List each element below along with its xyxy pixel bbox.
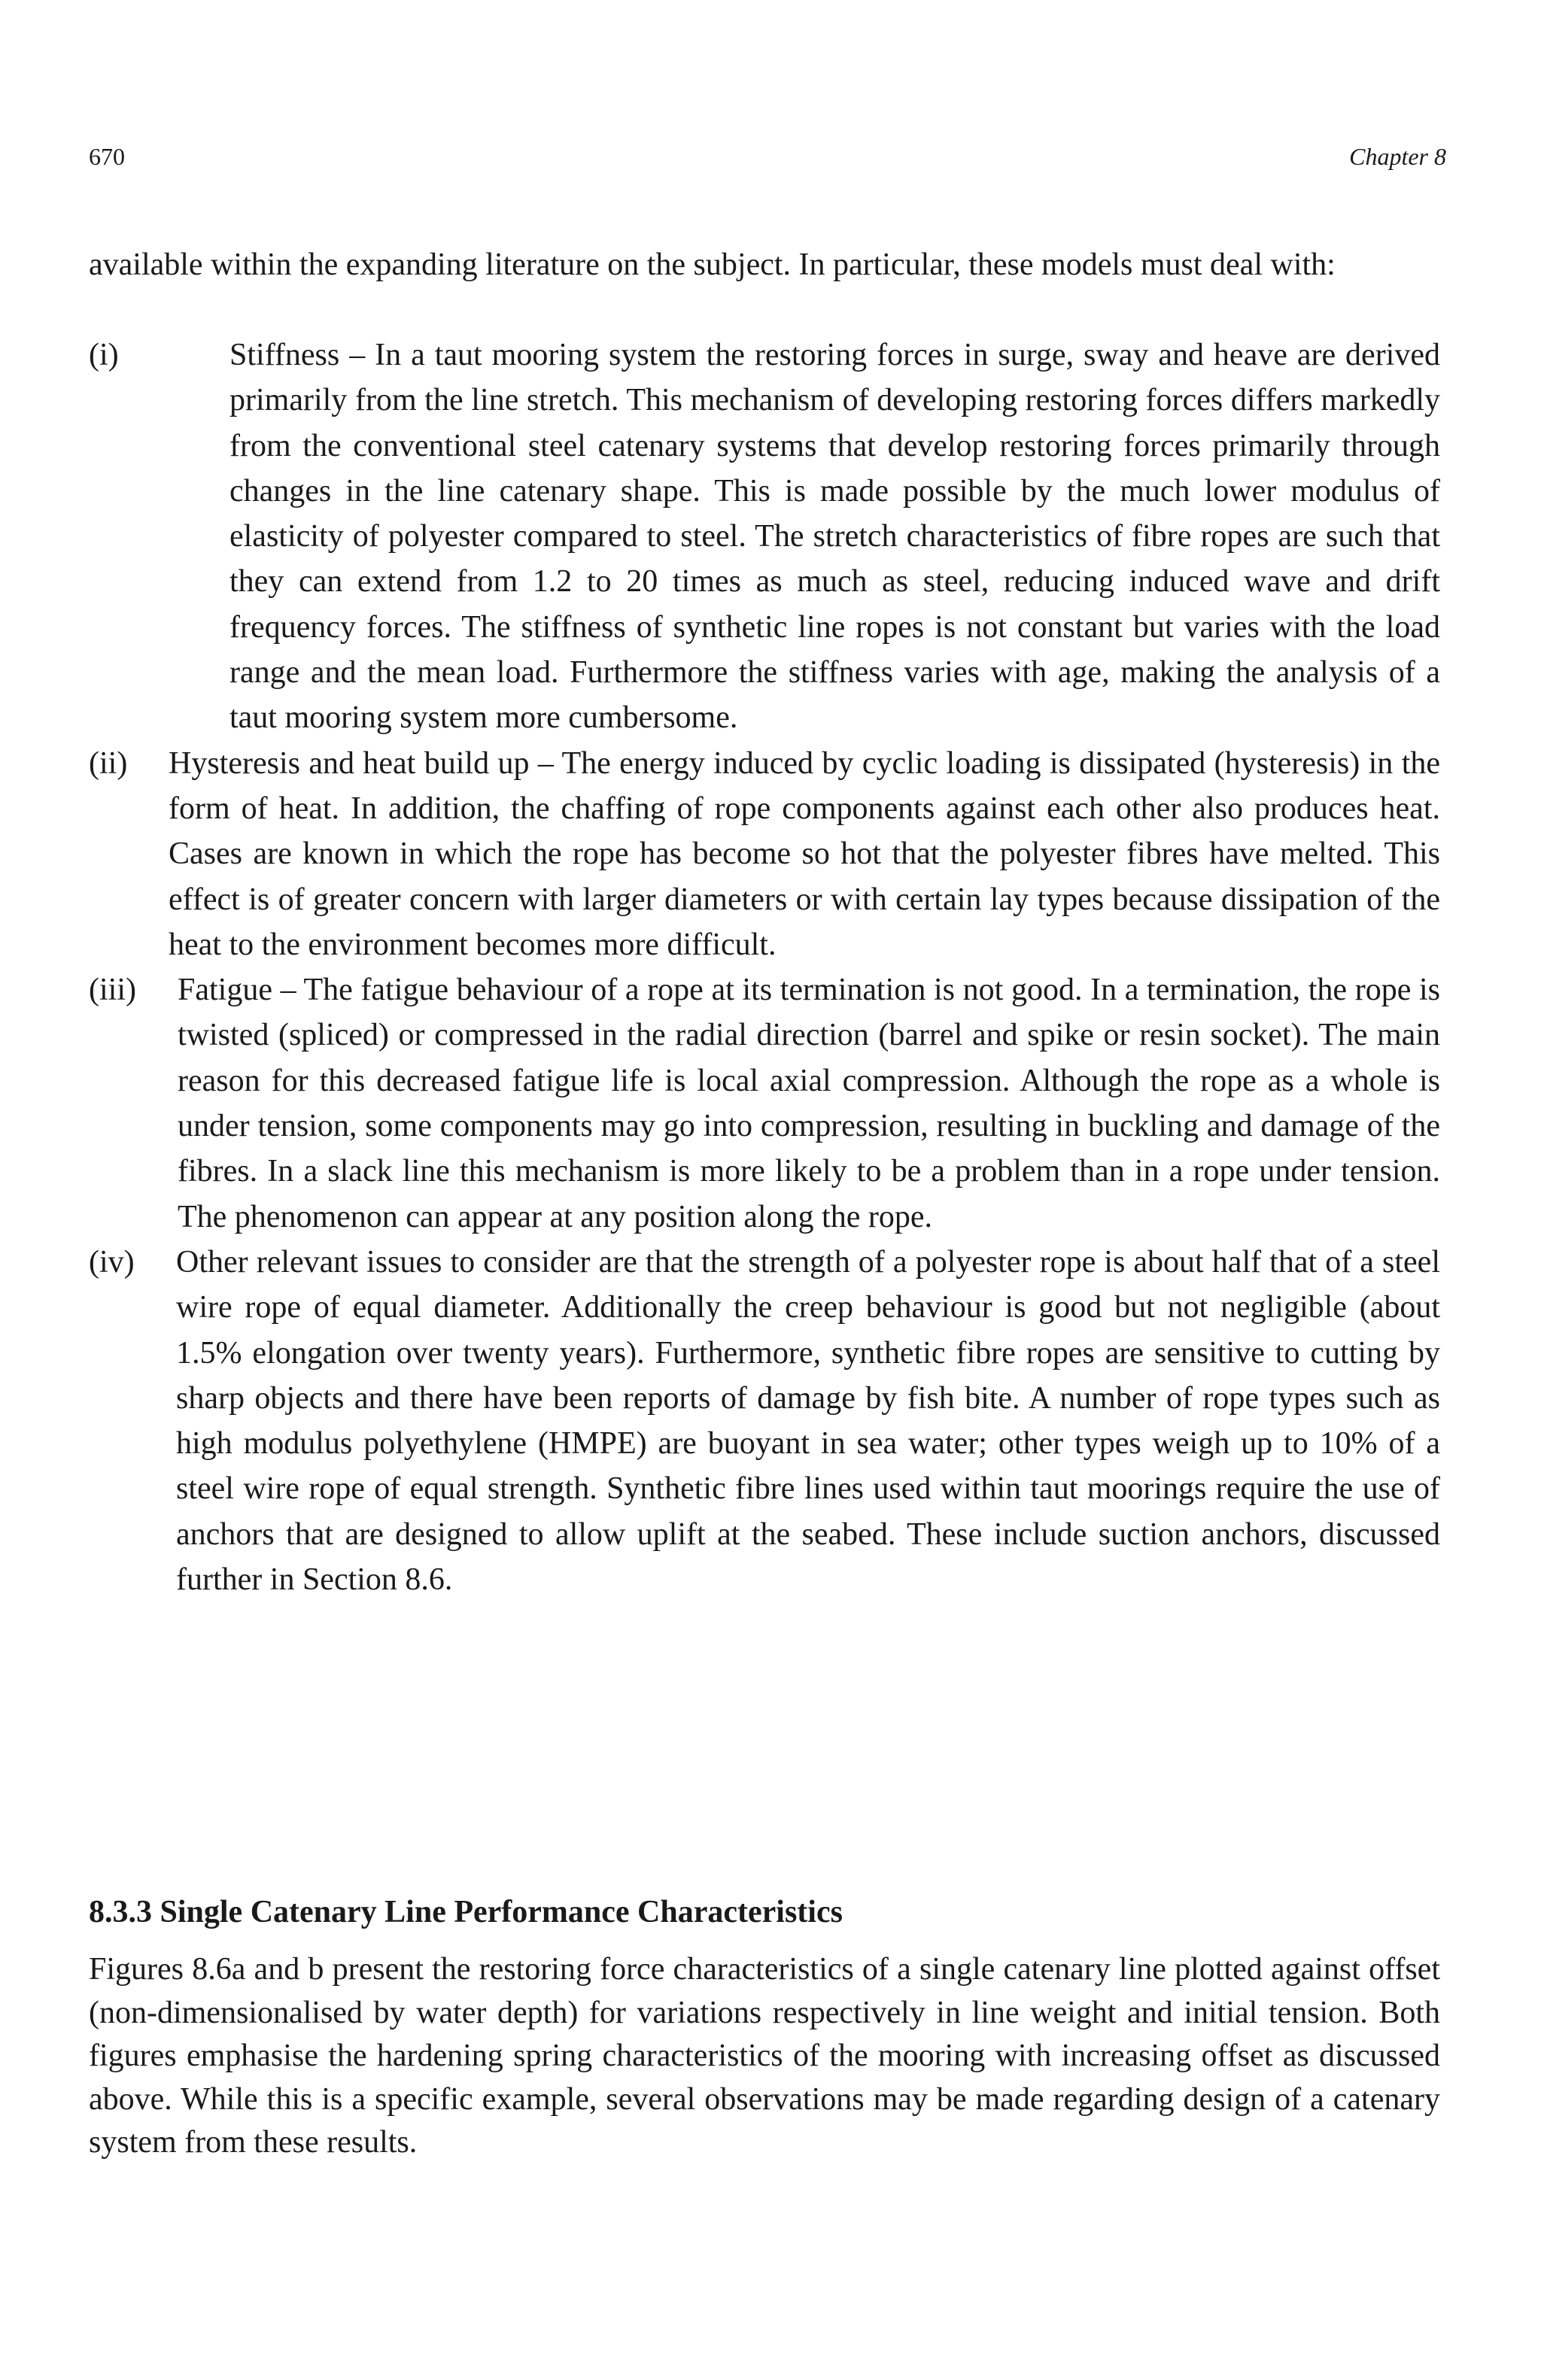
list-marker: (iv) [89,1244,135,1280]
section-paragraph: Figures 8.6a and b present the restoring force characteristics of a single catenary line plotted against offset (non-dimensionalised by water depth) for variations respectively in line weight and initial tension. Both figures emphasise the hardening spring characteristics of the mooring with increasing offset as discussed above. While this is a specific example, several observations may be made regarding design of a catenary system from these results. [89,1952,1440,2160]
running-head: Chapter 8 [1349,143,1446,170]
list-marker: (iii) [89,973,136,1008]
page-header [89,143,1446,178]
list-item-text: Other relevant issues to consider are that the strength of a polyester rope is about half that of a steel wire rope of equal diameter. Additionally the creep behaviour is good but not negligible (about 1.5% elongation over twenty years). Furthermore, synthetic fibre ropes are sensitive to cutting by sharp objects and there have been reports of damage by fish bite. A number of rope types such as high modulus polyethylene (HMPE) are buoyant in sea water; other types weigh up to 10% of a steel wire rope of equal strength. Synthetic fibre lines used within taut moorings require the use of anchors that are designed to allow uplift at the seabed. These include suction anchors, discussed further in Section 8.6. [176,1244,1440,1598]
list-item [89,1240,1440,1602]
list-item-text: Hysteresis and heat build up – The energy induced by cyclic loading is dissipated (hysteresis) in the form of heat. In addition, the chaffing of rope components against each other also produces heat. Cases are known in which the rope has become so hot that the polyester fibres have melted. This effect is of greater concern with larger diameters or with certain lay types because dissipation of the heat to the environment becomes more difficult. [169,745,1440,962]
list-item [89,967,1440,1240]
intro-paragraph: available within the expanding literature on the subject. In particular, these models must deal with: [89,247,1336,282]
list-marker: (ii) [89,745,128,781]
section-heading: 8.3.3 Single Catenary Line Performance Characteristics [89,1895,843,1929]
list-item [89,741,1440,967]
list-item-text: Stiffness – In a taut mooring system the restoring forces in surge, sway and heave are derived primarily from the line stretch. This mechanism of developing restoring forces differs markedly from the conventional steel catenary systems that develop restoring forces primarily through changes in the line catenary shape. This is made possible by the much lower modulus of elasticity of polyester compared to steel. The stretch characteristics of fibre ropes are such that they can extend from 1.2 to 20 times as much as steel, reducing induced wave and drift frequency forces. The stiffness of synthetic line ropes is not constant but varies with the load range and the mean load. Furthermore the stiffness varies with age, making the analysis of a taut mooring system more cumbersome. [229,338,1440,736]
list-item-text: Fatigue – The fatigue behaviour of a rope at its termination is not good. In a termination, the rope is twisted (spliced) or compressed in the radial direction (barrel and spike or resin socket). The main reason for this decreased fatigue life is local axial compression. Although the rope as a whole is under tension, some components may go into compression, resulting in buckling and damage of the fibres. In a slack line this mechanism is more likely to be a problem than in a rope under tension. The phenomenon can appear at any position along the rope. [178,973,1440,1234]
considerations-list [89,332,1440,1602]
list-item [89,332,1440,741]
page-number: 670 [89,143,125,170]
list-marker: (i) [89,338,119,372]
